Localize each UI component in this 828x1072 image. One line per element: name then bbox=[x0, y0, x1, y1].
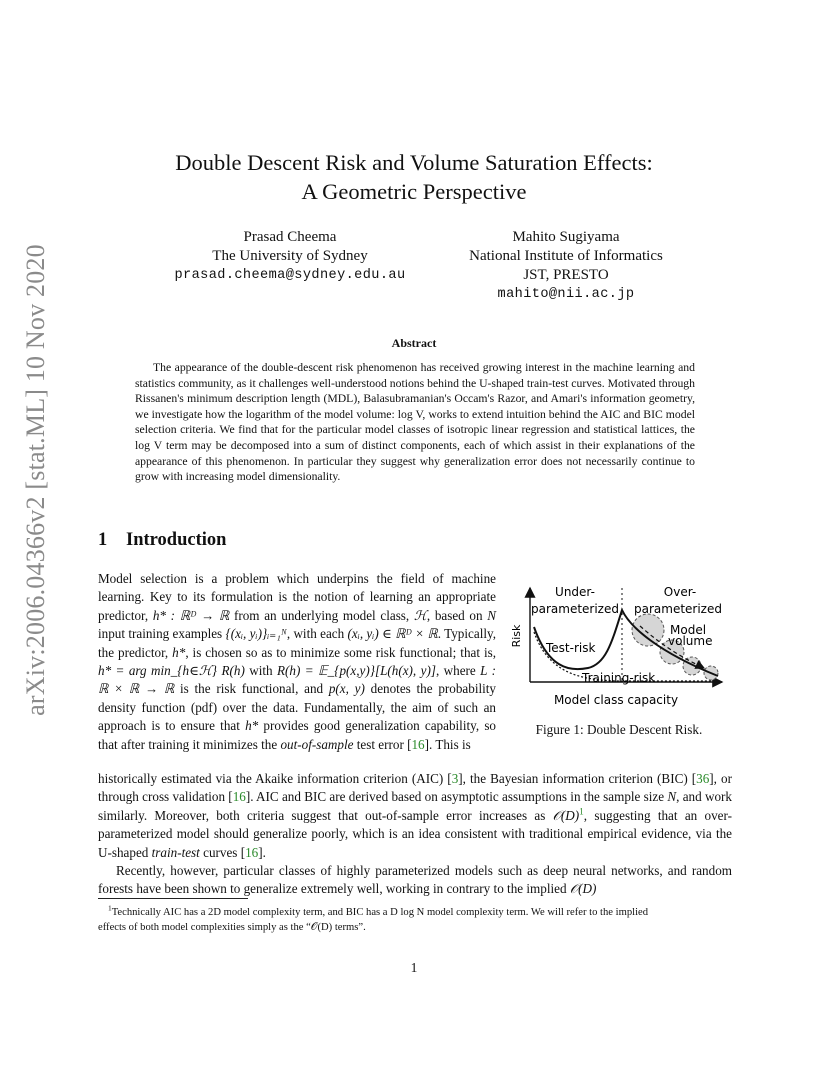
author-name: Prasad Cheema bbox=[243, 229, 337, 245]
text-run: . Typically, the predictor, bbox=[98, 626, 496, 660]
text-run: ]. This is bbox=[424, 736, 471, 752]
double-descent-figure bbox=[508, 582, 726, 712]
math-pair: (xᵢ, yᵢ) ∈ ℝᴰ × ℝ bbox=[347, 626, 438, 642]
model-volume-label-1: Model bbox=[670, 623, 707, 637]
under-label-1: Under- bbox=[555, 585, 595, 599]
model-volume-label-2: volume bbox=[668, 634, 713, 648]
math-pdf: p(x, y) bbox=[328, 681, 365, 697]
under-label-2: parameterized bbox=[531, 602, 619, 616]
training-risk-label: Training-risk bbox=[582, 671, 656, 685]
page-number: 1 bbox=[410, 960, 418, 975]
intro-paragraph-full bbox=[98, 770, 732, 899]
footnote-ref[interactable]: 1 bbox=[579, 806, 584, 817]
figure-caption: Figure 1: Double Descent Risk. bbox=[535, 722, 703, 737]
text-run: ]. AIC and BIC are derived based on asymptotic assumptions in the sample size bbox=[245, 789, 668, 805]
author-email[interactable]: mahito@nii.ac.jp bbox=[497, 287, 635, 302]
section-number: 1 bbox=[98, 530, 108, 550]
text-run: curves [ bbox=[199, 844, 246, 860]
author-block-1 bbox=[150, 228, 430, 285]
footnote bbox=[98, 903, 732, 935]
text-run: , suggesting that an over-parameterized model should generalize poorly, which is an idea consistent with traditional empirical evidence, via the U-shaped bbox=[98, 807, 732, 860]
author-affiliation: The University of Sydney bbox=[212, 248, 368, 264]
text-run: denotes the probability density function (pdf) over the data. Fundamentally, the aim of such an approach is to ensure that bbox=[98, 681, 496, 734]
test-risk-label: Test-risk bbox=[546, 641, 596, 655]
text-run: is the risk functional, and bbox=[174, 681, 329, 697]
volume-circle bbox=[683, 657, 701, 675]
citation-link[interactable]: 16 bbox=[232, 789, 246, 805]
arxiv-sidebar bbox=[16, 244, 56, 716]
footnote-text: Technically AIC has a 2D model complexity term, and BIC has a D log N model complexity term. We will refer to the implied bbox=[111, 907, 649, 918]
author-email[interactable]: prasad.cheema@sydney.edu.au bbox=[174, 268, 406, 283]
author-name: Mahito Sugiyama bbox=[512, 229, 620, 245]
math-n: N bbox=[667, 789, 677, 805]
footnote-mark: 1 bbox=[108, 903, 112, 913]
figure-svg bbox=[508, 582, 726, 712]
text-run: , with each bbox=[286, 626, 348, 642]
text-run: historically estimated via the Akaike information criterion (AIC) [ bbox=[98, 771, 452, 786]
text-run: , and work similarly. Moreover, both criteria suggest that out-of-sample error increases as bbox=[98, 789, 732, 823]
text-run: , based on bbox=[426, 607, 488, 623]
abstract-heading: Abstract bbox=[391, 336, 437, 350]
math-model-class: ℋ bbox=[413, 607, 427, 623]
math-argmin: h* = arg min_{h∈ℋ} R(h) bbox=[98, 663, 245, 679]
title-line-1: Double Descent Risk and Volume Saturation Effects: bbox=[175, 150, 653, 175]
author-block-2 bbox=[440, 228, 692, 304]
text-run: , is chosen so as to minimize some risk functional; that is, bbox=[185, 644, 497, 660]
text-run: ]. bbox=[258, 844, 266, 860]
citation-link[interactable]: 16 bbox=[245, 844, 259, 860]
y-axis-label: Risk bbox=[510, 624, 523, 648]
math-hstar: h* bbox=[245, 718, 259, 734]
text-run: , where bbox=[435, 663, 481, 679]
text-run: input training examples bbox=[98, 626, 226, 642]
math-od: 𝒪(D) bbox=[569, 881, 597, 897]
text-run: test error [ bbox=[353, 736, 412, 752]
author-affiliation-2: JST, PRESTO bbox=[523, 267, 609, 283]
section-heading bbox=[98, 530, 226, 551]
paper-title bbox=[90, 148, 738, 206]
text-run: from an underlying model class, bbox=[229, 607, 414, 623]
citation-link[interactable]: 3 bbox=[451, 771, 459, 786]
footnote-text-cont: effects of both model complexities simply as the “𝒪(D) terms”. bbox=[98, 921, 366, 933]
emphasis: out-of-sample bbox=[280, 736, 354, 752]
math-examples: {(xᵢ, yᵢ)}ᵢ₌₁ᴺ bbox=[225, 626, 287, 642]
text-run: provides good generalization capability, so that after training it minimizes the bbox=[98, 718, 496, 752]
text-run: Model selection is a problem which underpins the field of machine learning. Key to its formulation is the notion of learning an appropriate predictor, bbox=[98, 571, 496, 623]
arxiv-identifier: arXiv:2006.04366v2 [stat.ML] 10 Nov 2020 bbox=[21, 244, 50, 716]
math-predictor-map: h* : ℝᴰ → ℝ bbox=[152, 607, 230, 623]
section-title: Introduction bbox=[126, 530, 227, 550]
math-n: N bbox=[487, 607, 496, 623]
abstract-text: The appearance of the double-descent risk phenomenon has received growing interest in the machine learning and statistics community, as it challenges well-understood notions behind the U-shaped train-test curves. Motivated through Rissanen's minimum description length (MDL), Balasubramanian's Occam's Razor, and Amari's information geometry, we investigate how the logarithm of the model volume: log V, works to extend intuition behind the AIC and BIC model selection criteria. We find that for the particular model classes of isotropic linear regression and statistical lattices, the log V term may be decomposed into a sum of distinct components, each of which assist in their explanations of the appearance of this phenomenon. In particular they suggest why generalization error does not necessarily continue to grow with increasing model dimensionality. bbox=[135, 361, 695, 484]
text-run: ], the Bayesian information criterion (BIC) [ bbox=[458, 771, 697, 786]
author-affiliation: National Institute of Informatics bbox=[469, 248, 663, 264]
math-hstar: h* bbox=[172, 644, 186, 660]
text-run: ], or through cross validation [ bbox=[98, 771, 732, 805]
citation-link[interactable]: 36 bbox=[696, 771, 710, 786]
footnote-rule bbox=[98, 898, 248, 899]
text-run: with bbox=[244, 663, 277, 679]
title-line-2: A Geometric Perspective bbox=[301, 179, 527, 204]
over-label-2: parameterized bbox=[634, 602, 722, 616]
text-run: Recently, however, particular classes of highly parameterized models such as deep neural networks, and random forests have been shown to generalize extremely well, working in contrary to the implied bbox=[98, 863, 732, 897]
math-od: 𝒪(D) bbox=[552, 807, 580, 823]
citation-link[interactable]: 16 bbox=[411, 736, 425, 752]
x-axis-label: Model class capacity bbox=[553, 693, 679, 707]
abstract-body bbox=[135, 360, 695, 485]
math-risk: R(h) = 𝔼_{p(x,y)}[L(h(x), y)] bbox=[277, 663, 436, 679]
over-label-1: Over- bbox=[663, 585, 697, 599]
intro-paragraph-wrapped bbox=[98, 570, 496, 754]
emphasis: train-test bbox=[151, 844, 200, 860]
math-loss: L : ℝ × ℝ → ℝ bbox=[98, 663, 496, 697]
